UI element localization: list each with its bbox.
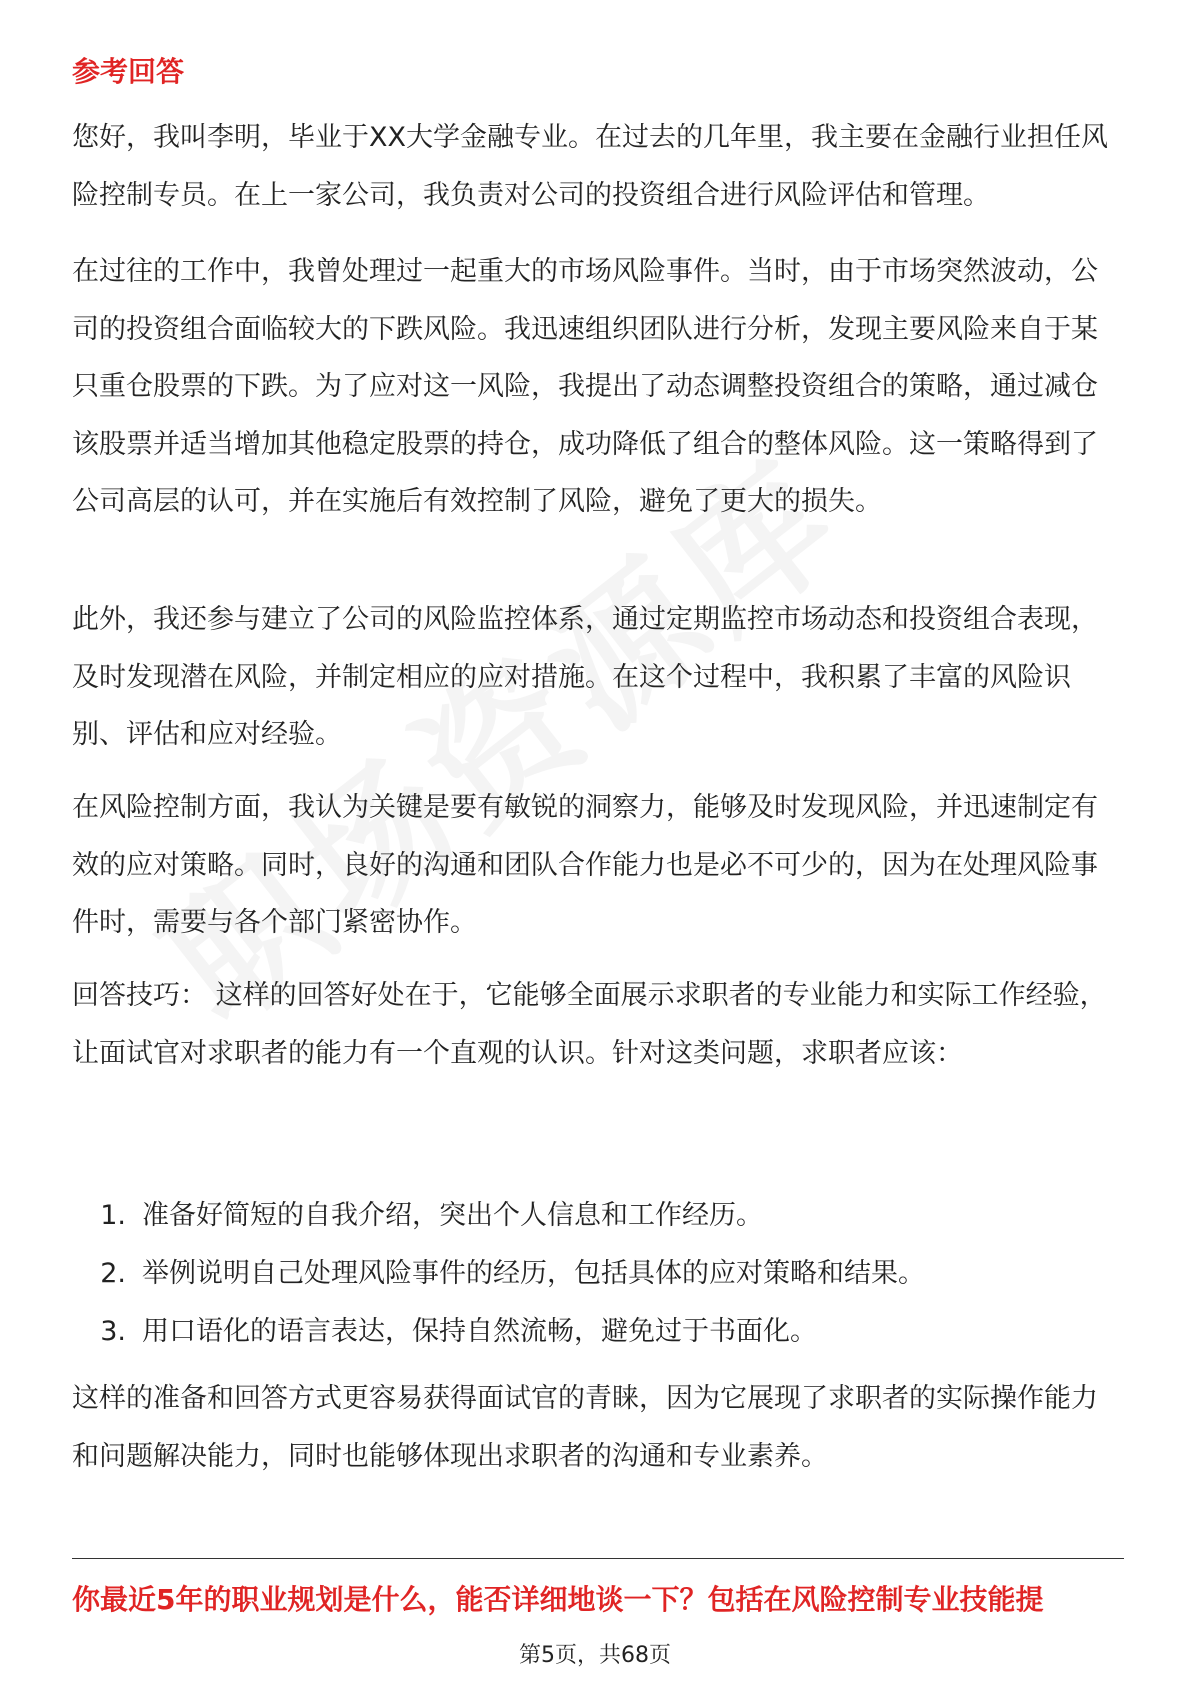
list-item-number: 1. — [100, 1200, 126, 1231]
paragraph-view: 在风险控制方面，我认为关键是要有敏锐的洞察力，能够及时发现风险，并迅速制定有效的应对策略。同时，良好的沟通和团队合作能力也是必不可少的，因为在处理风险事件时，需要与各个部门紧密协作。 — [72, 792, 1098, 938]
paragraph-intro: 您好，我叫李明，毕业于XX大学金融专业。在过去的几年里，我主要在金融行业担任风险控制专员。在上一家公司，我负责对公司的投资组合进行风险评估和管理。 — [72, 122, 1108, 211]
next-question: 你最近5年的职业规划是什么，能否详细地谈一下？包括在风险控制专业技能提 — [72, 1583, 1044, 1616]
list-item — [72, 1187, 925, 1245]
paragraph-monitoring: 此外，我还参与建立了公司的风险监控体系，通过定期监控市场动态和投资组合表现，及时发现潜在风险，并制定相应的应对措施。在这个过程中，我积累了丰富的风险识别、评估和应对经验。 — [72, 604, 1098, 750]
list-item-number: 2. — [100, 1258, 126, 1289]
paragraph-conclusion: 这样的准备和回答方式更容易获得面试官的青睐，因为它展现了求职者的实际操作能力和问题解决能力，同时也能够体现出求职者的沟通和专业素养。 — [72, 1383, 1098, 1472]
list-item-text: 准备好简短的自我介绍，突出个人信息和工作经历。 — [142, 1200, 763, 1231]
tips-list — [72, 1187, 925, 1361]
page-number: 第5页，共68页 — [519, 1643, 671, 1668]
paragraph-experience: 在过往的工作中，我曾处理过一起重大的市场风险事件。当时，由于市场突然波动，公司的投资组合面临较大的下跌风险。我迅速组织团队进行分析，发现主要风险来自于某只重仓股票的下跌。为了应对这一风险，我提出了动态调整投资组合的策略，通过减仓该股票并适当增加其他稳定股票的持仓，成功降低了组合的整体风险。这一策略得到了公司高层的认可，并在实施后有效控制了风险，避免了更大的损失。 — [72, 256, 1098, 517]
list-item — [72, 1303, 925, 1361]
list-item — [72, 1245, 925, 1303]
list-item-number: 3. — [100, 1316, 126, 1347]
paragraph-tips-intro: 回答技巧： 这样的回答好处在于，它能够全面展示求职者的专业能力和实际工作经验，让面试官对求职者的能力有一个直观的认识。针对这类问题，求职者应该： — [72, 980, 1107, 1069]
section-heading: 参考回答 — [72, 55, 185, 88]
divider — [72, 1558, 1124, 1559]
list-item-text: 举例说明自己处理风险事件的经历，包括具体的应对策略和结果。 — [142, 1258, 925, 1289]
list-item-text: 用口语化的语言表达，保持自然流畅，避免过于书面化。 — [142, 1316, 817, 1347]
